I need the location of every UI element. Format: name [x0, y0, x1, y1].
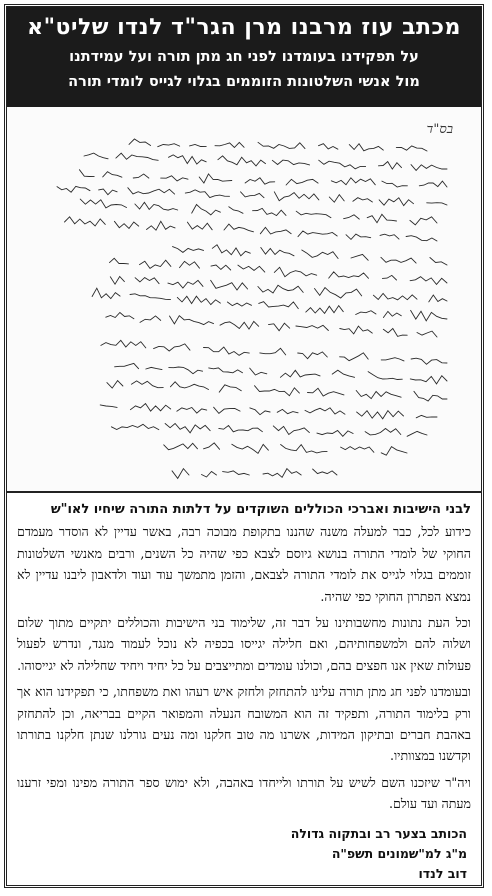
- handwriting-stroke: [317, 431, 353, 437]
- handwriting-stroke: [329, 272, 369, 279]
- handwriting-stroke: [258, 142, 305, 148]
- handwriting-stroke: [106, 313, 134, 319]
- handwriting-stroke: [131, 381, 163, 388]
- handwriting-stroke: [365, 429, 401, 435]
- handwriting-stroke: [296, 325, 329, 330]
- handwriting-stroke: [84, 153, 108, 159]
- handwriting-stroke: [305, 408, 345, 414]
- handwriting-stroke: [382, 181, 408, 187]
- handwriting-stroke: [411, 310, 447, 321]
- handwriting-stroke: [80, 199, 126, 208]
- handwriting-stroke: [356, 391, 401, 399]
- handwriting-stroke: [373, 293, 417, 299]
- handwriting-stroke: [260, 348, 286, 355]
- handwriting-stroke: [204, 347, 250, 355]
- handwriting-stroke: [232, 444, 269, 453]
- handwriting-stroke: [383, 329, 407, 337]
- handwriting-stroke: [356, 311, 376, 315]
- handwriting-stroke: [165, 424, 210, 433]
- notice-title: מכתב עוז מרבנו מרן הגר"ד לנדו שליט"א: [27, 15, 461, 40]
- handwriting-stroke: [329, 195, 344, 203]
- handwriting-stroke: [140, 316, 161, 323]
- handwriting-stroke: [128, 188, 175, 194]
- signature-block: [7, 820, 481, 884]
- handwriting-stroke: [430, 258, 447, 266]
- notice-frame: [4, 4, 484, 888]
- transcript-paragraph: וכל העת נתונות מחשבותינו על דבר זה, שלימוד בני הישיבות והכוללים יתקיים מתוך שלום ושלוה להם ולמשפחותיהם, ואם חלילה יגייסו בכפיה לא נוכל לעמוד מנגד, ונדרש לפעול פעולות שאין אנו חפצים בהם, וכולנו עומדים ומתייצבים על כל יחיד ויחיד שחלילה לא יגייסוהו.: [17, 615, 471, 673]
- handwriting-scribble-icon: [7, 107, 481, 491]
- handwriting-stroke: [396, 146, 427, 151]
- handwriting-stroke: [180, 261, 200, 268]
- handwriting-stroke: [173, 247, 204, 253]
- handwriting-stroke: [302, 250, 338, 259]
- handwriting-stroke: [92, 288, 120, 298]
- handwriting-stroke: [383, 311, 401, 317]
- handwriting-stroke: [331, 178, 375, 185]
- handwriting-stroke: [172, 469, 189, 479]
- handwriting-stroke: [229, 207, 243, 214]
- handwriting-stroke: [367, 214, 396, 222]
- notice-header: [7, 7, 481, 107]
- handwriting-stroke: [202, 472, 217, 478]
- handwriting-stroke: [281, 445, 328, 453]
- handwriting-stroke: [332, 370, 354, 377]
- signature-name: דוב לנדו: [418, 865, 467, 881]
- handwriting-stroke: [115, 363, 139, 368]
- transcript-paragraph: כידוע לכל, כבר למעלה משנה שהננו בתקופת מבוכה רבה, באשר עדיין לא הוסדר מעמדם החוקי של לומדי התורה בנושא גיוסם לצבא כפי שהיה כל השנים, ורבים מאנשי השלטונות זוממים בגלוי לגייס את לומדי התורה לצבאם, והזמן מתמשך עוד ועוד ולדאבון ליבנו עדיין לא נמצא הפתרון החוקי כפי שהיה.: [17, 524, 471, 604]
- handwriting-stroke: [245, 178, 275, 184]
- handwriting-stroke: [218, 156, 266, 166]
- handwriting-stroke: [382, 275, 396, 280]
- handwriting-stroke: [429, 295, 447, 302]
- handwriting-stroke: [103, 172, 122, 178]
- letter-transcript: [7, 493, 481, 815]
- handwriting-stroke: [223, 471, 250, 475]
- handwriting-stroke: [199, 174, 232, 183]
- handwriting-stroke: [177, 296, 220, 304]
- handwriting-stroke: [161, 176, 188, 181]
- handwriting-stroke: [135, 202, 178, 210]
- handwriting-stroke: [110, 258, 129, 264]
- handwriting-stroke: [274, 267, 316, 276]
- handwriting-stroke: [258, 285, 303, 293]
- handwriting-stroke: [380, 234, 399, 239]
- handwriting-stroke: [259, 302, 299, 309]
- handwriting-stroke: [140, 260, 171, 268]
- handwriting-stroke: [238, 265, 265, 272]
- handwriting-stroke: [211, 265, 231, 270]
- handwriting-stroke: [298, 231, 337, 237]
- handwriting-stroke: [187, 222, 212, 230]
- handwriting-stroke: [414, 391, 447, 401]
- handwriting-stroke: [274, 192, 319, 201]
- handwriting-stroke: [111, 424, 158, 429]
- handwriting-stroke: [273, 426, 309, 435]
- handwriting-stroke: [410, 277, 447, 285]
- handwriting-stroke: [255, 386, 300, 396]
- handwriting-stroke: [114, 221, 138, 228]
- handwriting-stroke: [308, 388, 345, 396]
- handwriting-stroke: [219, 385, 241, 392]
- handwriting-stroke: [146, 367, 162, 369]
- handwriting-stroke: [286, 179, 318, 185]
- handwriting-stroke: [154, 344, 190, 351]
- handwriting-stroke: [224, 224, 254, 232]
- handwriting-stroke: [349, 144, 383, 151]
- handwriting-stroke: [169, 367, 203, 374]
- handwriting-stroke: [241, 192, 265, 198]
- handwriting-stroke: [209, 368, 243, 373]
- handwriting-stroke: [101, 340, 146, 348]
- handwriting-stroke: [250, 368, 267, 375]
- handwriting-stroke: [379, 162, 402, 170]
- handwriting-stroke: [427, 203, 447, 205]
- handwriting-stroke: [170, 382, 208, 390]
- handwriting-stroke: [340, 326, 373, 334]
- handwriting-stroke: [170, 316, 214, 325]
- handwriting-stroke: [130, 294, 171, 300]
- handwriting-stroke: [381, 447, 407, 456]
- handwriting-stroke: [79, 170, 94, 177]
- handwriting-stroke: [168, 280, 203, 288]
- handwriting-stroke: [250, 408, 270, 415]
- handwriting-stroke: [65, 217, 106, 226]
- notice-subtitle-line-2: מול אנשי השלטונות הזוממים בגלוי לגייס לומדי תורה: [68, 74, 420, 90]
- handwriting-stroke: [212, 245, 250, 256]
- letter-corner-mark: בס"ד: [426, 122, 453, 137]
- handwriting-stroke: [280, 370, 320, 377]
- signature-line-2: מ"ג למ"שמונים תשפ"ה: [331, 845, 467, 861]
- handwriting-stroke: [319, 160, 366, 169]
- handwriting-stroke: [410, 376, 447, 384]
- handwriting-stroke: [357, 411, 404, 419]
- handwriting-stroke: [344, 215, 360, 219]
- handwriting-stroke: [130, 404, 170, 412]
- handwriting-stroke: [315, 288, 362, 298]
- handwriting-stroke: [185, 190, 229, 198]
- handwriting-stroke: [220, 321, 259, 329]
- transcript-heading: לבני הישיבות ואברכי הכוללים השוקדים על דלתות התורה שיחיו לאו"ש: [50, 502, 471, 517]
- handwriting-stroke: [406, 236, 437, 241]
- handwriting-stroke: [177, 408, 207, 414]
- handwriting-stroke: [410, 217, 437, 225]
- handwriting-stroke: [381, 358, 404, 361]
- handwriting-stroke: [407, 431, 427, 436]
- handwriting-stroke: [296, 211, 331, 218]
- handwriting-stroke: [215, 142, 244, 147]
- handwriting-stroke: [411, 165, 447, 171]
- handwriting-stroke: [263, 469, 301, 478]
- handwriting-stroke: [107, 381, 123, 389]
- handwriting-stroke: [110, 277, 124, 285]
- handwriting-stroke: [129, 139, 151, 146]
- transcript-paragraph: ובעומדנו לפני חג מתן תורה עלינו להתחזק ולחזק איש רעהו ואת משפחתו, כי תפקידנו הוא אך ורק בלימוד התורה, ותפקיד זה הוא המשובח הנעלה והמפואר הקיים בבריאה, וכן להתחזק באהבת חברים ובתיקון המידות, אשרנו מה טוב חלקנו ומה נעים גורלנו שנתן חלקנו בתורתו וקדשנו במצוותיו.: [17, 684, 471, 764]
- handwriting-stroke: [346, 234, 371, 239]
- handwriting-stroke: [99, 189, 118, 195]
- handwriting-stroke: [411, 358, 447, 364]
- handwriting-stroke: [158, 144, 180, 147]
- handwriting-stroke: [368, 372, 402, 380]
- handwriting-stroke: [135, 278, 159, 284]
- handwriting-stroke: [211, 280, 248, 290]
- handwriting-stroke: [260, 227, 291, 234]
- handwriting-stroke: [164, 443, 198, 449]
- handwriting-stroke: [192, 205, 221, 215]
- handwriting-stroke: [379, 198, 413, 206]
- handwriting-stroke: [319, 144, 338, 150]
- handwriting-stroke: [133, 174, 149, 178]
- handwriting-stroke: [298, 352, 328, 359]
- handwritten-letter-image: [7, 107, 481, 493]
- handwriting-stroke: [272, 160, 309, 165]
- handwriting-stroke: [416, 415, 437, 417]
- handwriting-stroke: [147, 221, 176, 230]
- handwriting-stroke: [214, 407, 241, 413]
- handwriting-stroke: [277, 409, 298, 413]
- handwriting-stroke: [253, 208, 286, 215]
- handwriting-stroke: [341, 447, 374, 453]
- handwriting-stroke: [417, 331, 437, 337]
- notice-subtitle-line-1: על תפקידנו בעומדנו לפני חג מתן תורה ועל עמידתנו: [69, 49, 419, 65]
- handwriting-stroke: [57, 186, 90, 192]
- handwriting-stroke: [190, 145, 207, 147]
- handwriting-stroke: [381, 257, 416, 263]
- handwriting-stroke: [340, 353, 369, 361]
- handwriting-stroke: [116, 153, 158, 160]
- handwriting-stroke: [261, 248, 294, 256]
- handwriting-stroke: [419, 181, 447, 187]
- handwriting-stroke: [306, 306, 344, 314]
- handwriting-stroke: [313, 469, 337, 475]
- handwriting-stroke: [204, 443, 220, 449]
- transcript-paragraph: ויה"ר שיזכנו השם לשיש על תורתו ולייחדו באהבה, ולא ימוש ספר התורה מפינו ומפי זרענו מעתה ועד עולם.: [17, 774, 471, 812]
- handwriting-stroke: [100, 405, 117, 408]
- handwriting-stroke: [351, 254, 368, 260]
- handwriting-stroke: [353, 198, 373, 202]
- handwriting-stroke: [227, 302, 251, 306]
- handwriting-stroke: [219, 426, 263, 432]
- handwriting-stroke: [169, 155, 207, 164]
- handwriting-stroke: [269, 323, 290, 331]
- signature-line-1: הכותב בצער רב ובתקוה גדולה: [290, 825, 467, 841]
